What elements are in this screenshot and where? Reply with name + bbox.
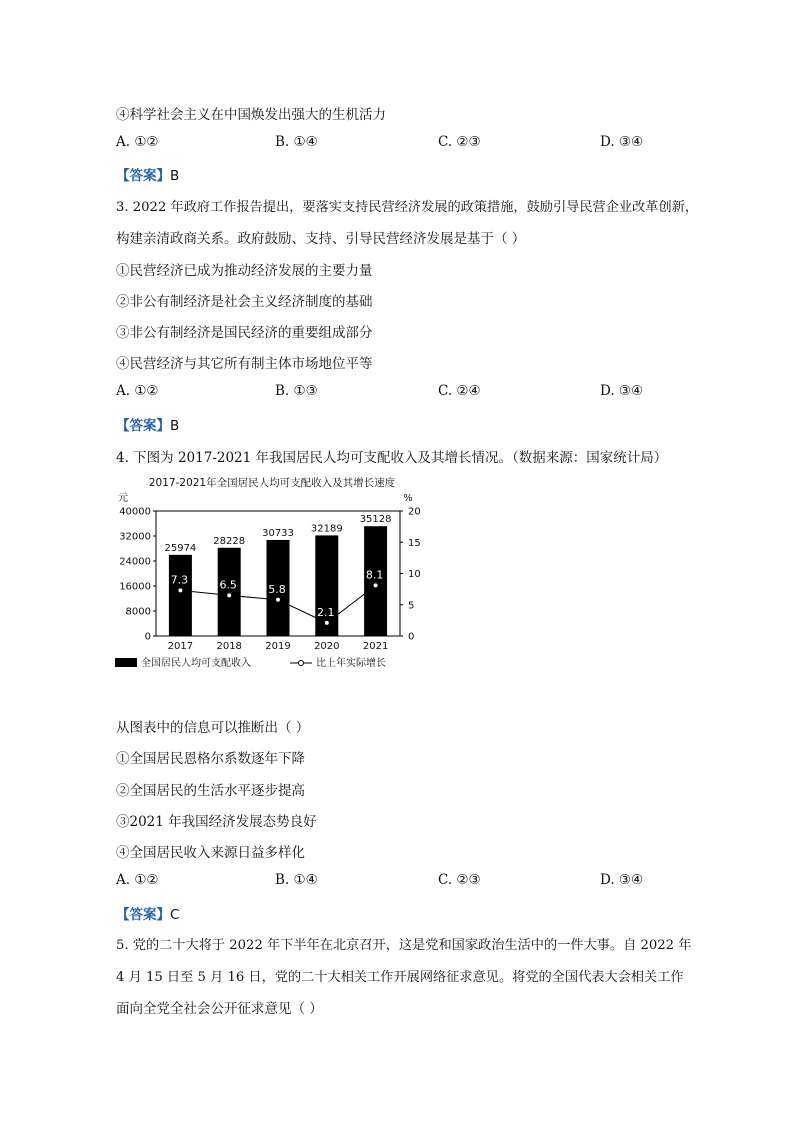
q4-stem: 4. 下图为 2017-2021 年我国居民人均可支配收入及其增长情况。（数据来源：国家统计局） (116, 450, 668, 466)
left-tick-label: 8000 (125, 606, 151, 618)
right-tick-label: 5 (408, 600, 415, 612)
growth-label: 8.1 (365, 568, 384, 582)
income-bar (169, 555, 192, 636)
q3-item-3: ③非公有制经济是国民经济的重要组成部分 (116, 325, 373, 341)
q4-item-3: ③2021 年我国经济发展态势良好 (116, 814, 317, 830)
chart-ylabel: 元 (118, 493, 128, 504)
category-label: 2019 (265, 641, 291, 652)
q3-answer (116, 414, 179, 434)
income-bar-label: 25974 (164, 542, 197, 554)
q4-item-1: ①全国居民恩格尔系数逐年下降 (116, 751, 305, 767)
q3-stem-line-2: 构建亲清政商关系。政府鼓励、支持、引导民营经济发展是基于（ ） (116, 231, 526, 247)
right-tick-label: 0 (408, 631, 415, 643)
category-label: 2020 (314, 641, 340, 652)
q4-option-b: B. ①④ (275, 872, 318, 888)
answer-tag: 【答案】 (116, 168, 170, 184)
category-labels (168, 641, 389, 652)
category-label: 2021 (362, 641, 389, 652)
left-tick-label: 0 (144, 631, 151, 643)
growth-label: 5.8 (268, 582, 286, 596)
q2-answer (116, 164, 179, 184)
left-tick-label: 24000 (119, 556, 151, 568)
right-axis-ticks (400, 507, 421, 643)
income-bar-label: 32189 (310, 523, 343, 535)
q3-option-a: A. ①② (116, 383, 159, 399)
q5-line-2: 4 月 15 日至 5 月 16 日，党的二十大相关工作开展网络征求意见。将党的全国代表大会相关工作 (116, 970, 684, 985)
legend-bar-swatch (115, 658, 137, 667)
q3-option-d: D. ③④ (600, 383, 644, 399)
q4-answer (116, 903, 179, 923)
answer-value: C (170, 907, 180, 923)
q4-question: 从图表中的信息可以推断出（ ） (116, 720, 310, 736)
q2-option-c: C. ②③ (438, 134, 481, 150)
growth-label: 7.3 (170, 573, 189, 587)
left-tick-label: 32000 (119, 531, 151, 543)
income-bar-label: 30733 (262, 527, 294, 539)
answer-tag: 【答案】 (116, 418, 170, 434)
growth-point (373, 583, 378, 588)
growth-point (178, 588, 183, 593)
left-tick-label: 40000 (119, 506, 151, 518)
left-tick-label: 16000 (119, 581, 151, 593)
income-bar (218, 548, 241, 636)
chart-legend (115, 656, 386, 669)
bars-group (169, 526, 387, 636)
right-tick-label: 10 (408, 569, 421, 580)
legend-bar-label: 全国居民人均可支配收入 (141, 658, 251, 669)
q2-option-b: B. ①④ (275, 134, 318, 150)
growth-point (324, 620, 329, 625)
q2-item-4: ④科学社会主义在中国焕发出强大的生机活力 (116, 107, 386, 123)
growth-point (276, 597, 281, 602)
growth-point (227, 593, 232, 598)
chart-title: 2017-2021年全国居民人均可支配收入及其增长速度 (148, 477, 396, 489)
q2-option-a: A. ①② (116, 134, 159, 150)
answer-tag: 【答案】 (116, 907, 170, 923)
left-axis-ticks (119, 507, 156, 643)
answer-value: B (170, 418, 180, 434)
q4-item-2: ②全国居民的生活水平逐步提高 (116, 783, 305, 799)
category-label: 2018 (216, 641, 242, 652)
right-tick-label: 20 (408, 506, 421, 518)
right-tick-label: 15 (408, 537, 421, 549)
q3-item-1: ①民营经济已成为推动经济发展的主要力量 (116, 263, 373, 279)
q4-option-d: D. ③④ (600, 872, 644, 888)
category-label: 2017 (167, 641, 194, 652)
q3-option-b: B. ①③ (275, 383, 318, 399)
legend-line-label: 比上年实际增长 (316, 658, 386, 669)
chart-y2label: % (403, 493, 413, 504)
q3-option-c: C. ②④ (438, 383, 481, 399)
growth-label: 2.1 (317, 605, 335, 619)
q3-stem-line-1: 3. 2022 年政府工作报告提出，要落实支持民营经济发展的政策措施，鼓励引导民营企业改革创新， (116, 200, 699, 215)
growth-label: 6.5 (219, 578, 237, 592)
answer-value: B (170, 168, 180, 184)
q5-line-1: 5. 党的二十大将于 2022 年下半年在北京召开，这是党和国家政治生活中的一件大事。自 2022 年 (116, 938, 692, 953)
q4-option-c: C. ②③ (438, 872, 481, 888)
legend-line-marker (299, 661, 304, 666)
q3-item-4: ④民营经济与其它所有制主体市场地位平等 (116, 356, 373, 372)
income-chart (112, 470, 422, 676)
q4-item-4: ④全国居民收入来源日益多样化 (116, 845, 305, 861)
q4-option-a: A. ①② (116, 872, 159, 888)
income-bar-label: 28228 (213, 535, 246, 547)
income-bar-label: 35128 (359, 514, 392, 526)
q2-option-d: D. ③④ (600, 134, 644, 150)
q5-line-3: 面向全党全社会公开征求意见（ ） (116, 1001, 323, 1017)
q3-item-2: ②非公有制经济是社会主义经济制度的基础 (116, 294, 373, 310)
